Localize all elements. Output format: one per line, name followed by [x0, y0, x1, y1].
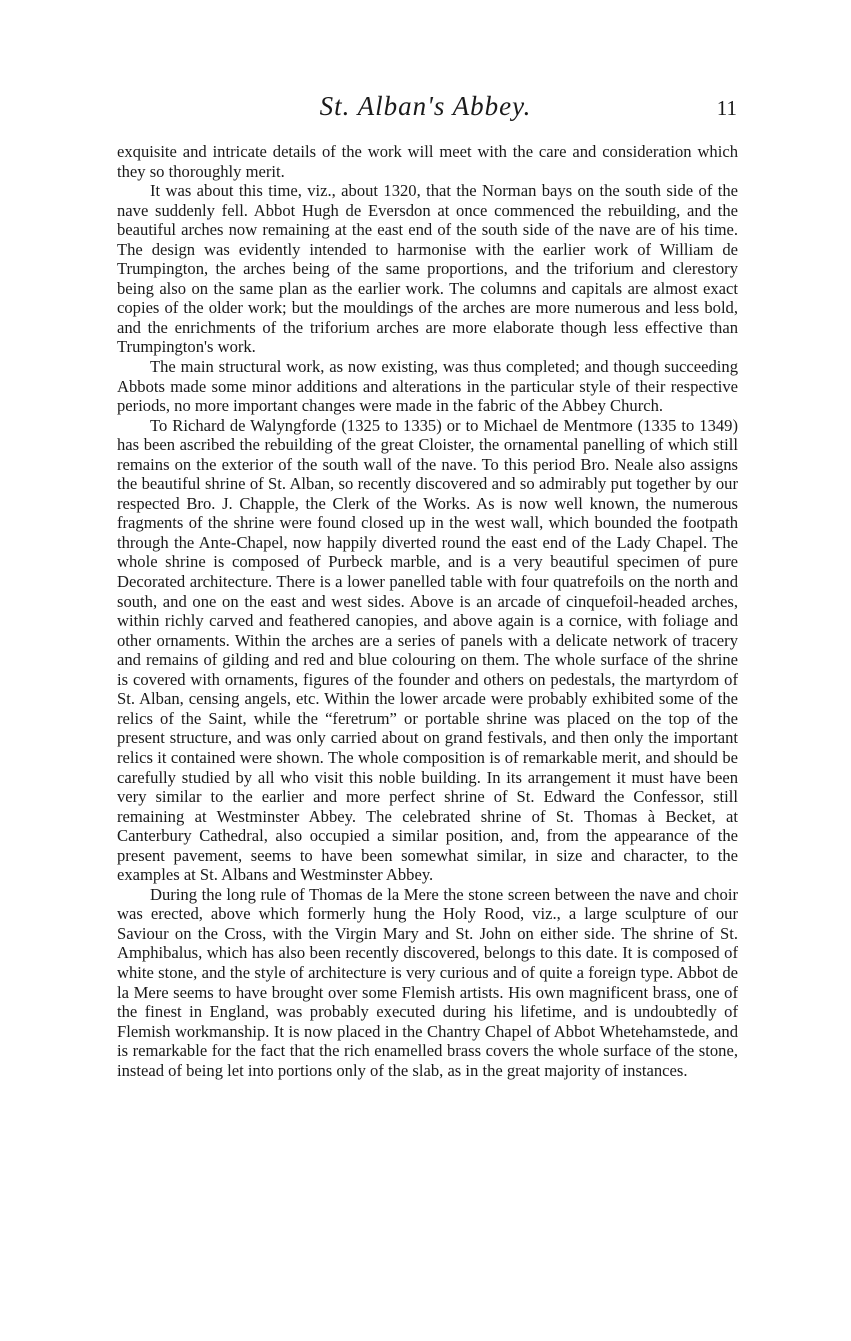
running-title: St. Alban's Abbey.: [319, 91, 532, 121]
paragraph-norman-bays: It was about this time, viz., about 1320, that the Norman bays on the south side of the nave suddenly fell. Abbot Hugh de Eversdon at once commenced the rebuilding, and the beautiful arches now remaining at the east end of the south side of the nave are of his time. The design was evidently intended to harmonise with the earlier work of William de Trumpington, the arches being of the same proportions, and the triforium and clerestory being also on the same plan as the earlier work. The columns and capitals are almost exact copies of the older work; but the mouldings of the arches are more numerous and less bold, and the enrichments of the triforium arches are more elaborate though less effective than Trumpington's work.: [117, 181, 738, 357]
page-number: 11: [716, 96, 737, 120]
running-head: [0, 86, 851, 126]
paragraph-continuation: exquisite and intricate details of the work will meet with the care and consideration which they so thoroughly merit.: [117, 142, 738, 181]
paragraph-shrine-of-st-alban: To Richard de Walyngforde (1325 to 1335) or to Michael de Mentmore (1335 to 1349) has been ascribed the rebuilding of the great Cloister, the ornamental panelling of which still remains on the exterior of the south wall of the nave. To this period Bro. Neale also assigns the beautiful shrine of St. Alban, so recently discovered and so admirably put together by our respected Bro. J. Chapple, the Clerk of the Works. As is now well known, the numerous fragments of the shrine were found closed up in the west wall, which bounded the footpath through the Ante-Chapel, now happily diverted round the east end of the Lady Chapel. The whole shrine is composed of Purbeck marble, and is a very beautiful specimen of pure Decorated architecture. There is a lower panelled table with four quatrefoils on the north and south, and one on the east and west sides. Above is an arcade of cinquefoil-headed arches, within richly carved and feathered canopies, and above again is a cornice, with foliage and other ornaments. Within the arches are a series of panels with a delicate network of tracery and remains of gilding and red and blue colouring on them. The whole surface of the shrine is covered with ornaments, figures of the founder and others on pedestals, the martyrdom of St. Alban, censing angels, etc. Within the lower arcade were probably exhibited some of the relics of the Saint, while the “feretrum” or portable shrine was placed on the top of the present structure, and was only carried about on grand festivals, and then only the important relics it contained were shown. The whole composition is of remarkable merit, and should be carefully studied by all who visit this noble building. In its arrangement it must have been very similar to the earlier and more perfect shrine of St. Edward the Confessor, still remaining at Westminster Abbey. The celebrated shrine of St. Thomas à Becket, at Canterbury Cathedral, also occupied a similar position, and, from the appearance of the present pavement, seems to have been somewhat similar, in size and character, to the examples at St. Albans and Westminster Abbey.: [117, 415, 738, 885]
paragraph-structural-work: The main structural work, as now existing, was thus completed; and though succeeding Abbots made some minor additions and alterations in the particular style of their respective periods, no more important changes were made in the fabric of the Abbey Church.: [117, 357, 738, 416]
body-text: [117, 142, 738, 1080]
paragraph-thomas-de-la-mere: During the long rule of Thomas de la Mere the stone screen between the nave and choir was erected, above which formerly hung the Holy Rood, viz., a large sculpture of our Saviour on the Cross, with the Virgin Mary and St. John on either side. The shrine of St. Amphibalus, which has also been recently discovered, belongs to this date. It is composed of white stone, and the style of architecture is very curious and of quite a foreign type. Abbot de la Mere seems to have brought over some Flemish artists. His own magnificent brass, one of the finest in England, was probably executed during his lifetime, and is undoubtedly of Flemish workmanship. It is now placed in the Chantry Chapel of Abbot Whetehamstede, and is remarkable for the fact that the rich enamelled brass covers the whole surface of the stone, instead of being let into portions only of the slab, as in the great majority of instances.: [117, 884, 738, 1080]
